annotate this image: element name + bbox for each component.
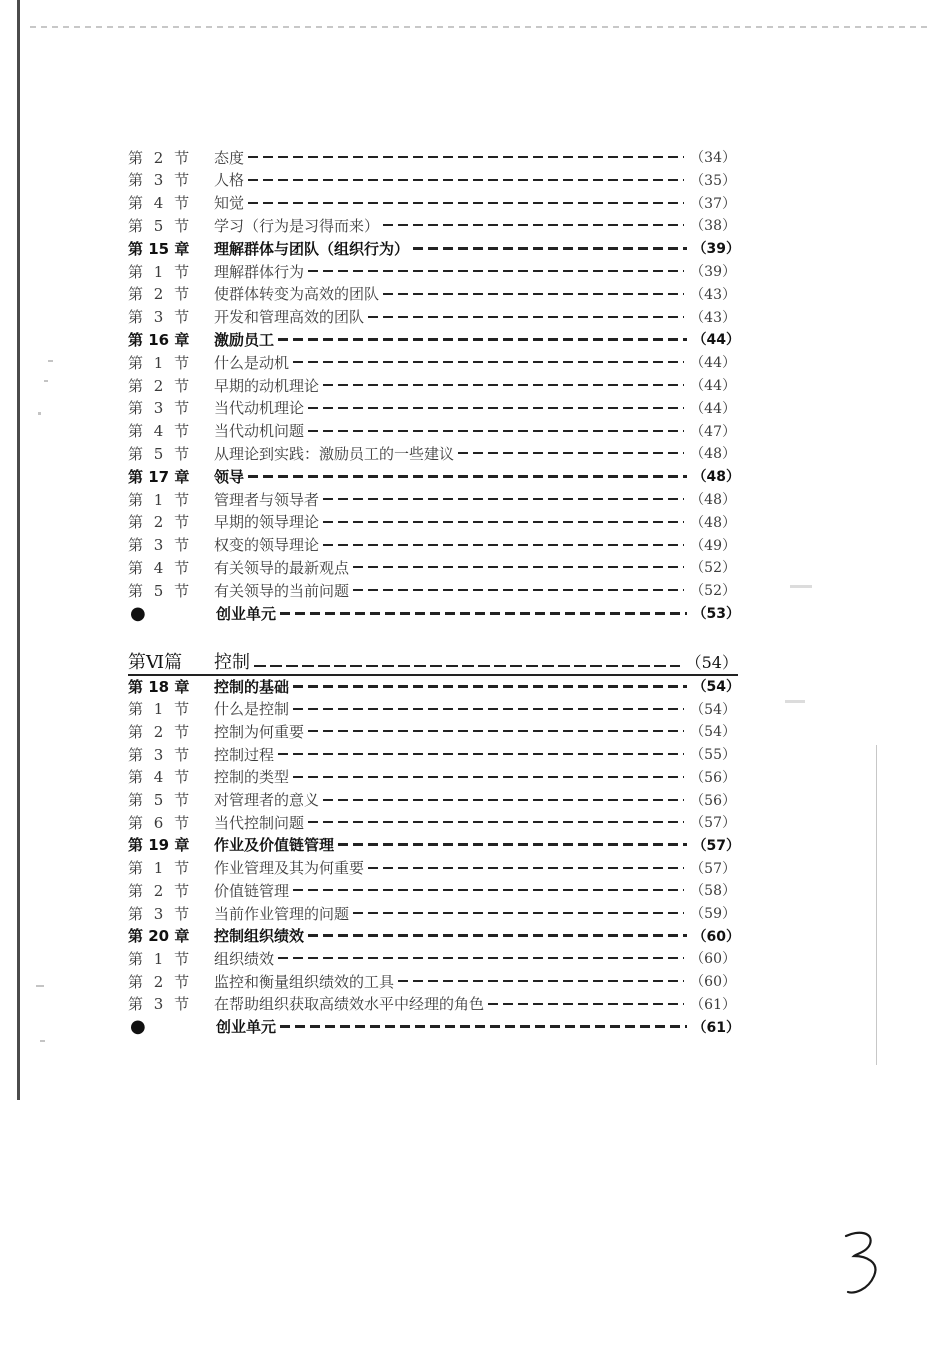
entry-number: 第 3 节 bbox=[128, 399, 193, 418]
toc-chapter-row bbox=[128, 834, 740, 856]
entry-number: 第 5 节 bbox=[128, 216, 193, 235]
dot-leader bbox=[280, 1025, 687, 1028]
toc-section-row bbox=[128, 442, 736, 464]
entry-number: 第 2 节 bbox=[128, 722, 193, 741]
toc-chapter-row bbox=[128, 602, 740, 624]
entry-title: 价值链管理 bbox=[214, 881, 290, 900]
entry-number: 第 1 节 bbox=[128, 700, 193, 719]
entry-page-number: （43） bbox=[690, 309, 736, 326]
toc-section-row bbox=[128, 879, 736, 901]
entry-number: 第 18 章 bbox=[128, 677, 190, 696]
entry-page-number: （52） bbox=[690, 560, 736, 577]
entry-number: 第 3 节 bbox=[128, 745, 193, 764]
entry-title: 开发和管理高效的团队 bbox=[214, 308, 365, 327]
dot-leader bbox=[308, 730, 684, 732]
entry-title: 控制为何重要 bbox=[214, 722, 305, 741]
entry-page-number: （44） bbox=[692, 332, 740, 349]
entry-page-number: （55） bbox=[690, 747, 736, 764]
toc-section-row bbox=[128, 374, 736, 396]
entry-number: 第 2 节 bbox=[128, 376, 193, 395]
dot-leader bbox=[488, 1003, 684, 1005]
entry-title: 控制的类型 bbox=[214, 768, 290, 787]
dot-leader bbox=[254, 665, 680, 667]
bullet-icon: ● bbox=[130, 602, 149, 624]
toc-section-row bbox=[128, 306, 736, 328]
toc-section-row bbox=[128, 902, 736, 924]
entry-page-number: （52） bbox=[690, 583, 736, 600]
entry-title: 什么是控制 bbox=[214, 700, 290, 719]
dot-leader bbox=[293, 361, 684, 363]
toc-section-row bbox=[128, 857, 736, 879]
entry-title: 控制组织绩效 bbox=[214, 927, 305, 946]
entry-title: 人格 bbox=[214, 171, 245, 190]
entry-number: 第 15 章 bbox=[128, 239, 190, 258]
toc-section-row bbox=[128, 397, 736, 419]
toc-section-row bbox=[128, 169, 736, 191]
toc-section-row bbox=[128, 579, 736, 601]
entry-page-number: （48） bbox=[690, 514, 736, 531]
dot-leader bbox=[308, 430, 684, 432]
entry-title: 理解群体行为 bbox=[214, 262, 305, 281]
dot-leader bbox=[308, 934, 687, 937]
entry-page-number: （57） bbox=[690, 860, 736, 877]
dot-leader bbox=[278, 957, 684, 959]
entry-page-number: （38） bbox=[690, 218, 736, 235]
entry-number: 第 4 节 bbox=[128, 558, 193, 577]
entry-page-number: （61） bbox=[690, 996, 736, 1013]
bullet-icon: ● bbox=[130, 1016, 149, 1037]
toc-chapter-row bbox=[128, 675, 740, 697]
entry-title: 使群体转变为高效的团队 bbox=[214, 285, 380, 304]
entry-title: 当前作业管理的问题 bbox=[214, 904, 350, 923]
entry-number: 第 16 章 bbox=[128, 330, 190, 349]
toc-section-row bbox=[128, 743, 736, 765]
entry-title: 权变的领导理论 bbox=[214, 536, 320, 555]
dot-leader bbox=[353, 912, 684, 914]
entry-page-number: （59） bbox=[690, 906, 736, 922]
entry-number: 第 17 章 bbox=[128, 467, 190, 486]
entry-page-number: （60） bbox=[690, 951, 736, 968]
part-page-number: （54） bbox=[685, 652, 738, 672]
entry-number: 第 3 节 bbox=[128, 995, 193, 1014]
scan-speck bbox=[40, 1040, 45, 1042]
entry-title: 当代动机理论 bbox=[214, 399, 305, 418]
entry-page-number: （54） bbox=[690, 724, 736, 741]
part-heading bbox=[128, 648, 738, 676]
toc-section-row bbox=[128, 260, 736, 282]
toc-section-row bbox=[128, 351, 736, 373]
entry-title: 早期的动机理论 bbox=[214, 376, 320, 395]
toc-section-row bbox=[128, 993, 736, 1015]
toc-chapter-row bbox=[128, 237, 740, 259]
entry-page-number: （44） bbox=[690, 400, 736, 417]
entry-page-number: （43） bbox=[690, 286, 736, 303]
entry-title: 态度 bbox=[214, 148, 245, 167]
toc-section-row bbox=[128, 192, 736, 214]
dot-leader bbox=[248, 179, 684, 181]
scan-speck bbox=[48, 360, 53, 362]
toc-section-row bbox=[128, 720, 736, 742]
entry-title: 控制过程 bbox=[214, 745, 275, 764]
entry-number: 第 4 节 bbox=[128, 422, 193, 441]
entry-number: 第 4 节 bbox=[128, 194, 193, 213]
dot-leader bbox=[278, 338, 687, 341]
dot-leader bbox=[323, 799, 684, 801]
toc-section-row bbox=[128, 556, 736, 578]
dot-leader bbox=[338, 843, 687, 846]
entry-title: 作业管理及其为何重要 bbox=[214, 859, 365, 878]
entry-number: 第 3 节 bbox=[128, 308, 193, 327]
entry-number: 第 4 节 bbox=[128, 768, 193, 787]
entry-page-number: （53） bbox=[692, 606, 740, 622]
toc-chapter-row bbox=[128, 925, 740, 947]
dot-leader bbox=[278, 753, 684, 755]
dot-leader bbox=[293, 685, 687, 688]
entry-number: 第 3 节 bbox=[128, 904, 193, 923]
dot-leader bbox=[248, 475, 687, 478]
entry-title: 当代控制问题 bbox=[214, 813, 305, 832]
entry-page-number: （61） bbox=[692, 1019, 740, 1036]
dot-leader bbox=[293, 889, 684, 891]
dot-leader bbox=[293, 776, 684, 778]
dot-leader bbox=[323, 384, 684, 386]
dot-leader bbox=[323, 521, 684, 523]
entry-title: 理解群体与团队（组织行为） bbox=[214, 239, 410, 258]
entry-page-number: （35） bbox=[690, 172, 736, 189]
entry-number: 第 19 章 bbox=[128, 836, 190, 855]
entry-page-number: （47） bbox=[690, 423, 736, 440]
dot-leader bbox=[248, 156, 684, 158]
dot-leader bbox=[308, 821, 684, 823]
toc-chapter-row bbox=[128, 1016, 740, 1038]
entry-number: 第 2 节 bbox=[128, 285, 193, 304]
entry-title: 创业单元 bbox=[216, 1018, 277, 1036]
entry-page-number: （58） bbox=[690, 883, 736, 900]
entry-title: 管理者与领导者 bbox=[214, 490, 320, 509]
entry-title: 监控和衡量组织绩效的工具 bbox=[214, 972, 395, 991]
entry-page-number: （54） bbox=[690, 701, 736, 718]
toc-section-row bbox=[128, 947, 736, 969]
dot-leader bbox=[413, 247, 687, 250]
scan-speck bbox=[785, 700, 805, 703]
entry-number: 第 5 节 bbox=[128, 791, 193, 809]
entry-page-number: （57） bbox=[690, 815, 736, 832]
entry-title: 学习（行为是习得而来） bbox=[214, 216, 380, 235]
toc-section-row bbox=[128, 420, 736, 442]
entry-number: 第 1 节 bbox=[128, 949, 193, 968]
dot-leader bbox=[398, 980, 684, 982]
scan-speck bbox=[44, 380, 48, 382]
entry-page-number: （56） bbox=[690, 769, 736, 786]
entry-page-number: （37） bbox=[690, 195, 736, 212]
toc-section-row bbox=[128, 811, 736, 833]
dot-leader bbox=[368, 867, 684, 869]
toc-section-row bbox=[128, 698, 736, 720]
entry-number: 第 1 节 bbox=[128, 262, 193, 281]
entry-page-number: （57） bbox=[692, 837, 740, 854]
entry-title: 激励员工 bbox=[214, 330, 275, 349]
entry-title: 创业单元 bbox=[216, 604, 277, 623]
entry-page-number: （48） bbox=[690, 446, 736, 463]
entry-page-number: （34） bbox=[690, 150, 736, 166]
entry-number: 第 2 节 bbox=[128, 972, 193, 991]
entry-title: 控制的基础 bbox=[214, 677, 290, 696]
entry-title: 有关领导的当前问题 bbox=[214, 581, 350, 600]
entry-title: 对管理者的意义 bbox=[214, 791, 320, 809]
dot-leader bbox=[458, 452, 684, 454]
entry-number: 第 2 节 bbox=[128, 148, 193, 167]
entry-title: 在帮助组织获取高绩效水平中经理的角色 bbox=[214, 995, 485, 1014]
scan-speck bbox=[790, 585, 812, 588]
entry-page-number: （56） bbox=[690, 792, 736, 809]
dot-leader bbox=[353, 589, 684, 591]
scan-speck bbox=[36, 985, 44, 987]
entry-title: 组织绩效 bbox=[214, 949, 275, 968]
entry-page-number: （44） bbox=[690, 378, 736, 394]
dot-leader bbox=[368, 316, 684, 318]
entry-page-number: （49） bbox=[690, 537, 736, 554]
entry-number: 第 6 节 bbox=[128, 813, 193, 832]
entry-title: 什么是动机 bbox=[214, 353, 290, 372]
dot-leader bbox=[308, 270, 684, 272]
toc-section-row bbox=[128, 488, 736, 510]
dot-leader bbox=[293, 708, 684, 710]
dot-leader bbox=[353, 566, 684, 568]
toc-chapter-row bbox=[128, 328, 740, 350]
dot-leader bbox=[383, 293, 684, 295]
entry-title: 早期的领导理论 bbox=[214, 513, 320, 532]
entry-number: 第 20 章 bbox=[128, 927, 190, 946]
entry-page-number: （48） bbox=[692, 469, 740, 486]
dot-leader bbox=[323, 544, 684, 546]
toc-section-row bbox=[128, 511, 736, 533]
entry-number: 第 5 节 bbox=[128, 444, 193, 463]
toc-section-row bbox=[128, 789, 736, 811]
entry-page-number: （39） bbox=[690, 264, 736, 280]
entry-title: 当代动机问题 bbox=[214, 422, 305, 441]
entry-page-number: （60） bbox=[690, 974, 736, 991]
entry-number: 第 1 节 bbox=[128, 353, 193, 372]
dot-leader bbox=[383, 224, 684, 226]
part-title: 控制 bbox=[214, 652, 250, 673]
toc-section-row bbox=[128, 283, 736, 305]
toc-section-row bbox=[128, 146, 736, 168]
part-number: 第Ⅵ篇 bbox=[128, 652, 183, 673]
entry-number: 第 5 节 bbox=[128, 581, 193, 600]
toc-section-row bbox=[128, 766, 736, 788]
toc-section-row bbox=[128, 534, 736, 556]
entry-page-number: （60） bbox=[692, 928, 740, 945]
entry-title: 领导 bbox=[214, 467, 245, 486]
entry-number: 第 2 节 bbox=[128, 513, 193, 532]
dot-leader bbox=[248, 202, 684, 204]
entry-page-number: （39） bbox=[692, 241, 740, 258]
toc-section-row bbox=[128, 214, 736, 236]
entry-number: 第 2 节 bbox=[128, 881, 193, 900]
entry-page-number: （54） bbox=[692, 679, 740, 695]
handwritten-page-number bbox=[840, 1228, 890, 1298]
entry-page-number: （48） bbox=[690, 492, 736, 508]
entry-number: 第 1 节 bbox=[128, 490, 193, 509]
entry-number: 第 3 节 bbox=[128, 536, 193, 555]
dot-leader bbox=[323, 498, 684, 500]
entry-title: 有关领导的最新观点 bbox=[214, 558, 350, 577]
entry-title: 作业及价值链管理 bbox=[214, 836, 335, 855]
dot-leader bbox=[280, 612, 687, 615]
entry-page-number: （44） bbox=[690, 355, 736, 372]
entry-number: 第 3 节 bbox=[128, 171, 193, 190]
dot-leader bbox=[308, 407, 684, 409]
entry-number: 第 1 节 bbox=[128, 859, 193, 878]
entry-title: 从理论到实践：激励员工的一些建议 bbox=[214, 444, 455, 463]
entry-title: 知觉 bbox=[214, 194, 245, 213]
toc-chapter-row bbox=[128, 465, 740, 487]
toc-section-row bbox=[128, 970, 736, 992]
scan-speck bbox=[38, 412, 41, 415]
